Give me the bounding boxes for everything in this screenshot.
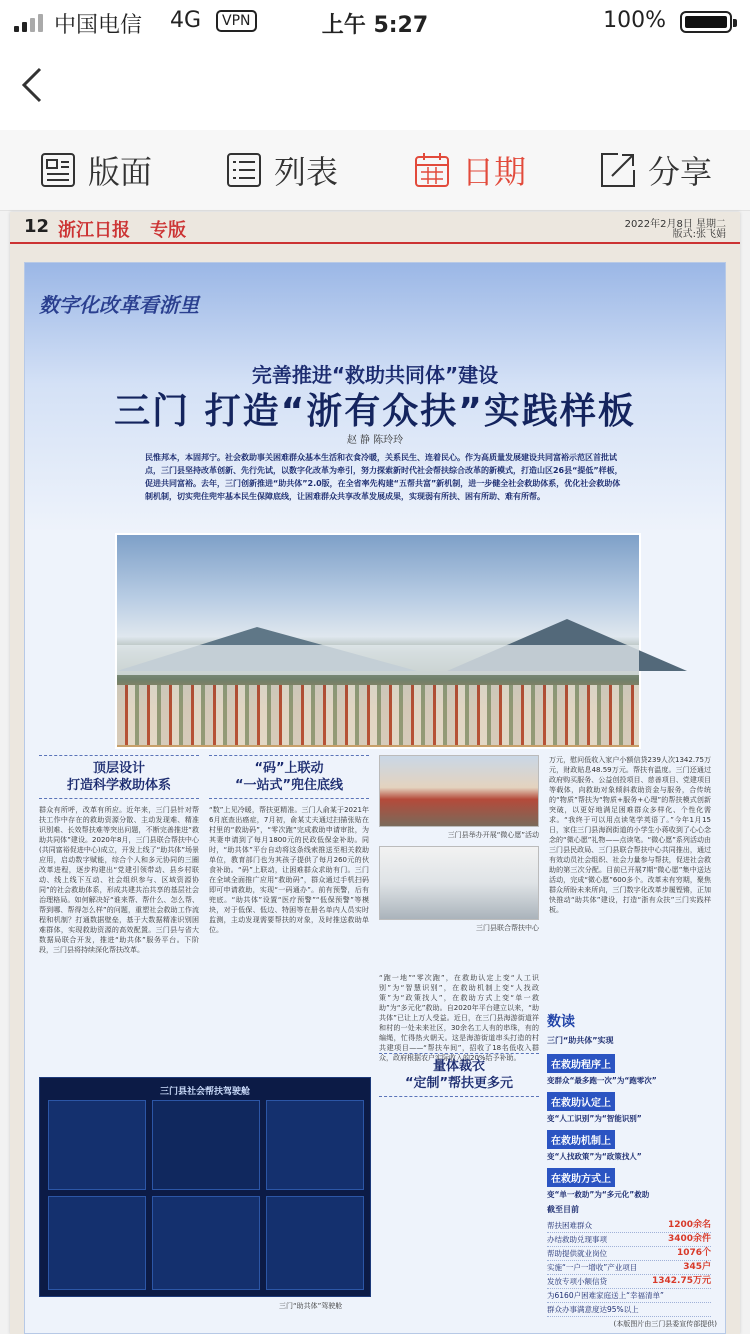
photo-2-caption: 三门县联合帮扶中心 — [476, 924, 539, 932]
article-lead: 民惟邦本，本固邦宁。社会救助事关困难群众基本生活和衣食冷暖，关系民生、连着民心。作为高质量发展建设共同富裕示范区首批试点，三门县坚持改革创新、先行先试，以数字化改革为牵引，努力探索新时代社会帮扶综合改革的新模式，打造山区26县“提低”样板，促进共同富裕。去年，三门创新推进“助共体”2.0版，在全省率先构建“五帮共富”新机制，进一步健全社会救助体系，优化社会救助体制机制，切实兜住兜牢基本民生保障底线，让困难群众共享改革发展成果，实现弱有所扶、困有所助、难有所帮。 — [145, 453, 623, 501]
stats-label: 截至目前 — [547, 1205, 579, 1214]
share-label: 分享 — [648, 153, 713, 191]
layout-label: 版面 — [88, 153, 153, 191]
feature-article — [24, 262, 726, 1334]
share-button[interactable] — [598, 144, 712, 196]
dashboard-title: 三门县社会帮扶驾驶舱 — [159, 1087, 250, 1097]
date-label: 日期 — [462, 153, 527, 191]
data-sidebar — [547, 1011, 711, 1325]
column-3-text-top: “跑一地”“零次跑”，在救助认定上变“人工识别”为“智慧识别”，在救助机制上变“人找政策”为“政策找人”，在救助方式上变“单一救助”为“多元化”救助。自2020年平台建立以来，“助共体”已让上万人受益。近日，在三门县海游街道祥和村的一处未来社区，30余名工人有的串珠，有的编绳，忙得热火朝天。这是海游街道串头打造的村共建项目——“帮扶车间”，招收了18名低收入群众，政府根据农户实际收入的20%给予补助。 — [379, 974, 539, 1062]
stat-row: 实施“一户一增收”产业项目 345户 — [547, 1261, 711, 1275]
vpn-badge: VPN — [216, 10, 257, 32]
issue-date: 2022年2月8日 星期二 — [624, 219, 726, 230]
toolbar — [0, 130, 750, 211]
column-4-text: 万元，慰问低收入家户小额信贷239人次1342.75万元，财政贴息48.59万元。帮扶有温度。三门还通过政府购买服务、公益创投项目、慈善项目、党建项目等载体，向救助对象倾斜救助资金与服务，合传统的“物质”帮扶为“物质+服务+心理”的帮扶模式创新突破，以更好地满足困难群众多样化、个性化需求。“我终于可以用点读笔学英语了。”今年1月15日，家住三门县海润街道的小学生小蒋收到了心心念念的“微心愿”礼物——点读笔。“微心愿”系列活动由三门县民政局、三门县联合帮扶中心共同推出，通过有效动员社会组织、社会力量参与帮扶，促进社会救助的第三次分配。目前已开展7期“微心愿”集中送达活动，完成“微心愿”600多个。改革未有穷期，聚焦群众所盼未来所向，三门数字化改革步履铿锵，正加快推动“助共体”建设，打造“浙有众扶”三门实践样板。 — [549, 756, 711, 914]
subhead-2: “码”上联动 “一站式”兜住底线 — [209, 755, 369, 799]
photo-1-caption: 三门县举办开展“微心愿”活动 — [447, 831, 539, 839]
dashboard-caption: 三门“助共体”驾驶舱 — [279, 1302, 343, 1310]
stat-row: 发放专项小额信贷 1342.75万元 — [547, 1275, 711, 1289]
series-title: 数字化改革看浙里 — [39, 293, 199, 317]
back-arrow-icon[interactable] — [16, 66, 50, 104]
sidebar-section: 在救助机制上 变“人找政策”为“政策找人” — [547, 1126, 711, 1162]
date-button[interactable] — [412, 144, 526, 196]
page-number: 12 — [24, 216, 50, 237]
calendar-icon — [412, 150, 452, 190]
stat-row: 帮扶困难群众 1200余名 — [547, 1219, 711, 1233]
stat-row: 帮助提供就业岗位 1076个 — [547, 1247, 711, 1261]
battery-percent: 100% — [603, 8, 666, 33]
page-masthead — [10, 212, 740, 244]
network-type: 4G — [170, 8, 202, 33]
column-1-text: 群众有所呼，改革有所应。近年来，三门县针对帮扶工作中存在的救助资源分散、主动发现难、精准识别难、长效帮扶难等突出问题，不断完善推进“救助共同体”建设。2020年8月，三门县联合帮扶中心(共同富裕促进中心)成立，开发上线了“助共体”场景应用，启动数字赋能，综合个人和多元协同的三圈改革进程，逐步构建出“党建引领带动、县乡村联动、线上线下互动、社会组织参与、区域资源协同”的社会救助体系，形成共建共治共享的基层社会治理格局。如何解决好“谁来帮、帮什么、怎么帮、帮到哪、帮得怎么样”的问题，重塑社会救助工作流程和机制？打通数据壁垒，基于大数据精准识别困难群体，实现救助资源的高效配置。三门县与省大数据局联合开发，推进“助共体”服务平台。下阶段，三门县将持续深化帮扶改革。 — [39, 806, 199, 954]
article-headline: 三门 打造“浙有众扶”实践样板 — [114, 391, 636, 432]
newspaper-page[interactable] — [10, 212, 740, 1334]
photo-credit: (本版图片由三门县委宣传部提供) — [613, 1320, 717, 1328]
article-columns — [39, 755, 711, 1325]
battery-icon — [680, 11, 732, 33]
sidebar-title: 数读 — [547, 1014, 575, 1030]
subhead-3: 量体裁衣 “定制”帮扶更多元 — [379, 1053, 539, 1097]
sidebar-section: 在救助认定上 变“人工识别”为“智能识别” — [547, 1088, 711, 1124]
status-bar — [0, 0, 750, 40]
landscape-photo — [115, 533, 641, 749]
sidebar-section: 在救助程序上 变群众“最多跑一次”为“跑零次” — [547, 1050, 711, 1086]
volunteer-group-photo — [379, 755, 539, 827]
list-button[interactable] — [224, 144, 338, 196]
editor-credit: 版式:张飞娟 — [672, 229, 726, 240]
newspaper-name: 浙江日报 — [58, 220, 130, 241]
list-label: 列表 — [274, 153, 339, 191]
dashboard-screenshot — [39, 1077, 371, 1297]
stat-row: 办结救助兑现事项 3400余件 — [547, 1233, 711, 1247]
section-name: 专版 — [150, 220, 186, 241]
carrier-name: 中国电信 — [54, 13, 143, 38]
article-byline: 赵 静 陈玲玲 — [346, 435, 404, 446]
help-center-photo — [379, 846, 539, 920]
nav-bar — [0, 40, 750, 130]
column-3 — [379, 755, 539, 1325]
subhead-1: 顶层设计 打造科学救助体系 — [39, 755, 199, 799]
layout-icon — [38, 150, 78, 190]
clock: 上午 5:27 — [321, 13, 429, 38]
article-kicker: 完善推进“救助共同体”建设 — [251, 363, 499, 387]
list-icon — [224, 150, 264, 190]
share-icon — [598, 150, 638, 190]
layout-button[interactable] — [38, 144, 152, 196]
stat-row: 为6160户困难家庭送上“幸福清单” — [547, 1289, 711, 1303]
sidebar-section: 在救助方式上 变“单一救助”为“多元化”救助 — [547, 1164, 711, 1200]
column-2-text: “数”上见冷暖，帮扶更精准。三门人俞某于2021年6月底查出癌症，7月初，俞某丈夫通过扫描张贴在村里的“救助码”，“零次跑”完成救助申请审批，为其妻申请到了每月1800元的民政低保金补助。同时，“助共体”平台自动将这条线索推送至相关救助单位，教育部门也为其孩子提供了每月260元的伙食补助。“码”上联动，让困难群众求助有门。三门在全域全面推广应用“救助码”，群众通过手机扫码即可申请救助，实现“一码通办”。前有预警，后有兜底。“助共体”设置“医疗预警”“低保预警”等模块，对于低保、低边、特困等在册名单内人员实时监测，主动发现需要帮扶的对象，及时推送救助单位。 — [209, 806, 369, 934]
stat-row: 群众办事满意度达95%以上 — [547, 1303, 711, 1317]
sidebar-subtitle: 三门“助共体”实现 — [547, 1036, 614, 1045]
